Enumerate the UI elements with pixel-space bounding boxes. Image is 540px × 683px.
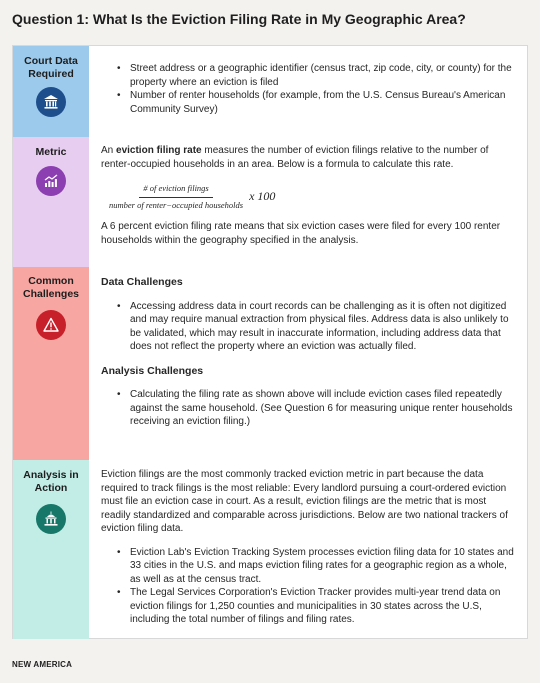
- section-content: [101, 144, 517, 247]
- section-content: [101, 276, 517, 429]
- section-label: Analysis in Action: [23, 469, 79, 494]
- metric-term: eviction filing rate: [116, 145, 202, 156]
- chart-icon: [36, 166, 66, 196]
- footer-logo: NEW AMERICA: [12, 660, 73, 669]
- section-metric: [13, 137, 529, 267]
- page-title: Question 1: What Is the Eviction Filing Rate in My Geographic Area?: [12, 11, 466, 27]
- list-item: • Street address or a geographic identifier (census tract, zip code, city, or county) for the property where an eviction is filed: [117, 62, 517, 89]
- list-item: • Number of renter households (for example, from the U.S. Census Bureau's American Community Survey): [117, 89, 517, 116]
- list-item: • Accessing address data in court records can be challenging as it is often not digitized and may require manual extraction from physical files. Address data is also unlikely to be validated, which may result in inaccurate information, including address data that does not reflect the property where an eviction was actually filed.: [117, 300, 517, 354]
- section-analysis-in-action: [13, 460, 529, 639]
- list-item: • The Legal Services Corporation's Eviction Tracker provides multi-year trend data on eviction filings for 1,250 counties and municipalities in 30 states across the U.S, including the total number of filings and filing rates.: [117, 586, 517, 627]
- section-label-column: [13, 460, 89, 639]
- formula: [109, 182, 517, 212]
- list-item: • Eviction Lab's Eviction Tracking System processes eviction filing data for 10 states and 33 cities in the U.S. and maps eviction filing rates for a geographic region as a whole, as well as at the census tract.: [117, 546, 517, 587]
- section-label-column: [13, 267, 89, 460]
- section-court-data: [13, 46, 529, 137]
- bullet-list: [101, 62, 517, 116]
- formula-fraction: [109, 182, 243, 212]
- content-card: [12, 45, 528, 639]
- formula-denominator: number of renter−occupied households: [109, 199, 244, 210]
- section-label-column: [13, 137, 89, 267]
- section-challenges: [13, 267, 529, 460]
- metric-intro: An eviction filing rate measures the number of eviction filings relative to the number of renter-occupied households in an area. Below is a formula to calculate this rate.: [101, 145, 489, 170]
- section-label: Metric: [35, 146, 67, 158]
- action-intro: Eviction filings are the most commonly tracked eviction metric in part because the data required to track filings is the most reliable: Every landlord pursuing a court-ordered eviction must file an eviction case in court. As a result, eviction filings are the metric that is most readily standardized and comparable across jurisdictions. Below are two national trackers of eviction filing data.: [101, 469, 508, 534]
- formula-multiplier: x 100: [249, 189, 276, 204]
- section-content: [101, 62, 517, 116]
- bullet-list: [101, 300, 517, 354]
- formula-numerator: # of eviction filings: [139, 182, 212, 198]
- section-label-column: [13, 46, 89, 137]
- analysis-challenges-heading: Analysis Challenges: [101, 364, 204, 377]
- list-item: • Calculating the filing rate as shown above will include eviction cases filed repeatedly against the same household. (See Question 6 for measuring unique renter households receiving an eviction filing.): [117, 388, 517, 429]
- section-label: Common Challenges: [22, 275, 80, 300]
- warning-icon: [36, 310, 66, 340]
- section-label: Court Data Required: [24, 55, 78, 80]
- data-challenges-heading: Data Challenges: [101, 276, 183, 288]
- section-content: [101, 468, 517, 627]
- courthouse-icon: [36, 87, 66, 117]
- bullet-list: [101, 546, 517, 627]
- bullet-list: [101, 388, 517, 429]
- metric-note: A 6 percent eviction filing rate means that six eviction cases were filed for every 100 renter households within the geography specified in the analysis.: [101, 221, 501, 246]
- government-building-icon: [36, 504, 66, 534]
